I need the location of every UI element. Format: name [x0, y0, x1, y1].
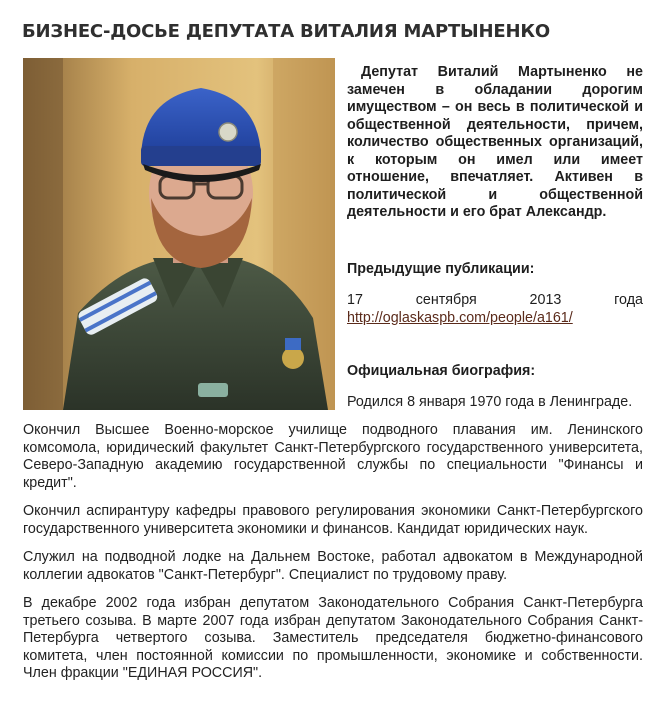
official-biography-heading: Официальная биография: [347, 363, 536, 379]
bio-paragraph: В декабре 2002 года избран депутатом Законодательного Собрания Санкт-Петербурга третьего созыва. В марте 2007 года избран депутатом Законодательного Собрания Санкт-Петербурга четвертого созыва. Заместитель председателя бюджетно-финансового комитета, член постоянной комиссии по промышленности, экономике и собственности. Член фракции "ЕДИНАЯ РОССИЯ". [23, 595, 643, 681]
previous-publication-date: 17 сентября 2013 года [347, 292, 643, 308]
lead-paragraph: Депутат Виталий Мартыненко не замечен в обладании дорогим имуществом – он весь в политической и общественной деятельности, причем, количество общественных организаций, к которым он имел или имеет отношение, впечатляет. Активен в политической и общественной деятельности и его брат Александр. [347, 64, 643, 220]
previous-publication-link[interactable]: http://oglaskaspb.com/people/a161/ [347, 309, 573, 326]
page-title: БИЗНЕС-ДОСЬЕ ДЕПУТАТА ВИТАЛИЯ МАРТЫНЕНКО [22, 21, 550, 42]
bio-paragraph: Окончил Высшее Военно-морское училище подводного плавания им. Ленинского комсомола, юридический факультет Санкт-Петербургского государственного университета, Северо-Западную академию государственной службы по специальности "Финансы и кредит". [23, 422, 643, 491]
photo-spacer [23, 64, 347, 410]
bio-paragraph: Родился 8 января 1970 года в Ленинграде. [347, 393, 633, 410]
article-body [23, 64, 643, 694]
bio-paragraph: Окончил аспирантуру кафедры правового регулирования экономики Санкт-Петербургского государственного университета экономики и финансов. Кандидат юридических наук. [23, 503, 643, 537]
previous-publications-heading: Предыдущие публикации: [347, 260, 535, 277]
bio-paragraph: Служил на подводной лодке на Дальнем Востоке, работал адвокатом в Международной коллегии адвокатов "Санкт-Петербург". Специалист по трудовому праву. [23, 549, 643, 583]
